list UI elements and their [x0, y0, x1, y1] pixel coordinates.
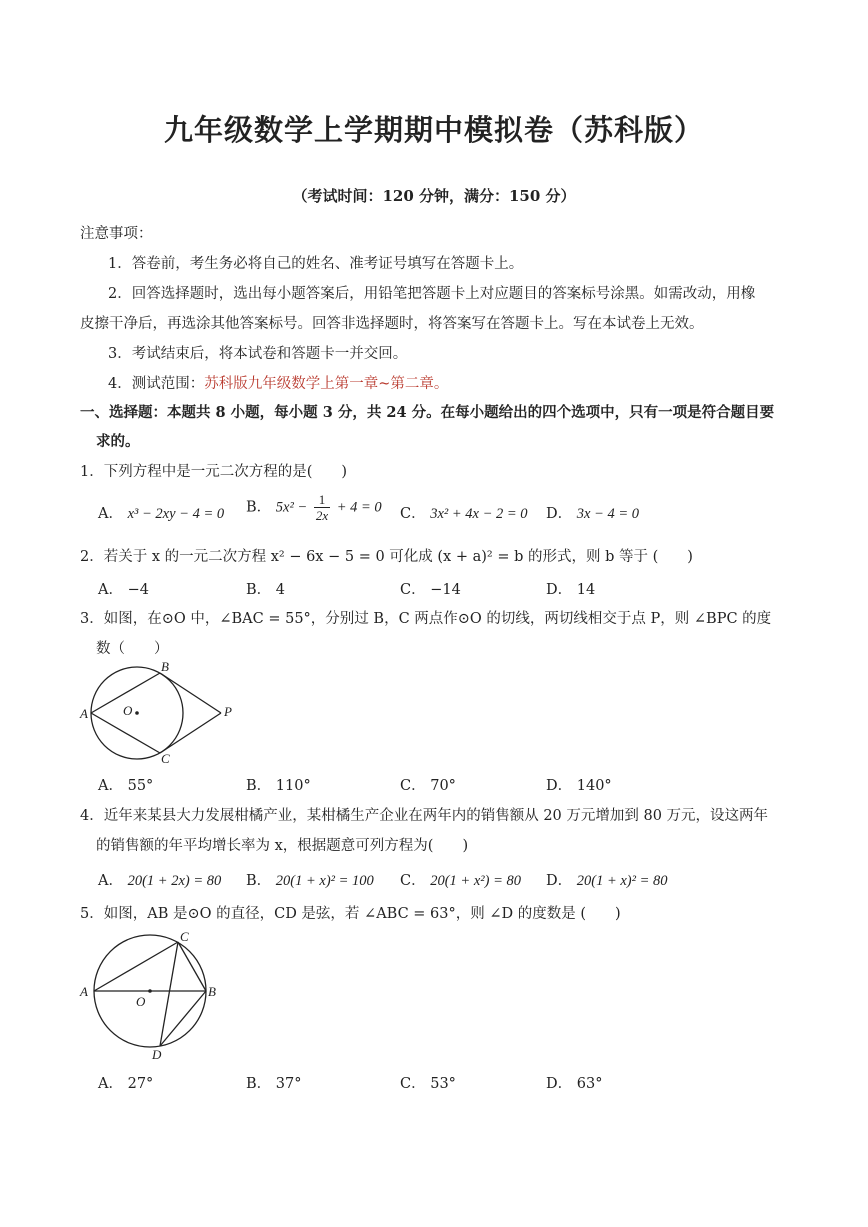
note-2-line2: 皮擦干净后，再选涂其他答案标号。回答非选择题时，将答案写在答题卡上。写在本试卷上无效。 — [80, 316, 704, 332]
section-heading-line2: 求的。 — [96, 433, 140, 450]
option-text-post: + 4 = 0 — [336, 499, 382, 516]
question-4-stem-line1: 4．近年来某县大力发展柑橘产业，某柑橘生产企业在两年内的销售额从 20 万元增加到 80 万元，设这两年 — [80, 808, 769, 824]
option-text-pre: 5x² − — [275, 499, 308, 516]
q5-option-b — [246, 1072, 301, 1093]
option-label: A． — [98, 1076, 123, 1092]
center-point — [135, 711, 139, 715]
note-3: 3．考试结束后，将本试卷和答题卡一并交回。 — [108, 346, 408, 362]
option-text: 14 — [576, 582, 596, 598]
q2-option-d — [546, 578, 595, 599]
page-title: 九年级数学上学期期中模拟卷（苏科版） — [163, 113, 704, 147]
question-1-stem: 1．下列方程中是一元二次方程的是( ) — [80, 464, 348, 480]
option-label: C． — [400, 506, 426, 522]
fraction — [314, 492, 330, 523]
q2-option-b — [246, 578, 285, 599]
q4-option-a — [98, 869, 221, 890]
option-text: 20(1 + x)² = 100 — [275, 873, 374, 889]
label-o: O — [136, 994, 146, 1009]
q3-option-a — [98, 774, 153, 795]
tangent-bp — [160, 673, 221, 713]
fraction-numerator: 1 — [314, 492, 330, 508]
q4-option-d — [546, 869, 668, 890]
q1-option-b — [246, 492, 382, 523]
option-text: 4 — [275, 582, 285, 598]
option-label: C． — [400, 582, 426, 598]
q5-option-d — [546, 1072, 602, 1093]
q3-figure — [76, 660, 246, 766]
note-1: 1．答卷前，考生务必将自己的姓名、准考证号填写在答题卡上。 — [108, 256, 524, 272]
label-b: B — [161, 660, 169, 674]
option-label: C． — [400, 778, 426, 794]
question-2-stem: 2．若关于 x 的一元二次方程 x² − 6x − 5 = 0 可化成 (x + a)² = b 的形式，则 b 等于 ( ) — [80, 549, 693, 565]
option-label: D． — [546, 1076, 573, 1092]
q1-option-a — [98, 502, 224, 523]
label-c: C — [180, 929, 189, 944]
center-point — [148, 989, 152, 993]
question-3-stem-line1: 3．如图，在⊙O 中，∠BAC = 55°，分别过 B，C 两点作⊙O 的切线，两切线相交于点 P，则 ∠BPC 的度 — [80, 611, 772, 627]
option-text: 20(1 + x)² = 80 — [576, 873, 668, 889]
label-p: P — [224, 704, 232, 719]
q2-option-a — [98, 578, 149, 599]
note-4-prefix: 4．测试范围： — [108, 376, 205, 392]
label-c: C — [161, 751, 170, 766]
q3-option-c — [400, 774, 456, 795]
fraction-denominator: 2x — [315, 508, 329, 523]
option-text: 37° — [275, 1076, 302, 1092]
q1-option-c — [400, 502, 528, 523]
option-label: C． — [400, 873, 426, 889]
option-label: D． — [546, 506, 573, 522]
chord-cd — [160, 942, 178, 1046]
label-a: A — [80, 984, 88, 999]
option-label: D． — [546, 873, 573, 889]
q5-figure — [74, 928, 234, 1062]
option-text: 3x − 4 = 0 — [576, 506, 640, 522]
tangent-cp — [160, 713, 221, 753]
q1-option-d — [546, 502, 639, 523]
option-text: 55° — [127, 778, 154, 794]
notes-heading: 注意事项： — [80, 226, 153, 242]
q4-option-c — [400, 869, 521, 890]
option-text: 70° — [430, 778, 456, 794]
chord-ac — [94, 942, 178, 991]
option-label: D． — [546, 778, 573, 794]
question-5-stem: 5．如图，AB 是⊙O 的直径，CD 是弦，若 ∠ABC = 63°，则 ∠D 的度数是 ( ) — [80, 906, 621, 922]
option-label: B． — [246, 873, 272, 889]
note-4 — [108, 372, 448, 393]
option-text: 110° — [275, 778, 311, 794]
option-text: 20(1 + 2x) = 80 — [127, 873, 222, 889]
section-heading-line1: 一、选择题：本题共 8 小题，每小题 3 分，共 24 分。在每小题给出的四个选项中，只有一项是符合题目要 — [80, 404, 775, 421]
option-label: B． — [246, 1076, 272, 1092]
question-3-stem-line2: 数（ ） — [96, 641, 169, 657]
q3-option-d — [546, 774, 612, 795]
option-label: B． — [246, 778, 272, 794]
q5-option-a — [98, 1072, 153, 1093]
option-label: B． — [246, 499, 272, 516]
chord-bc — [178, 942, 206, 991]
option-text: −14 — [430, 582, 461, 598]
option-text: 27° — [127, 1076, 154, 1092]
option-label: C． — [400, 1076, 426, 1092]
option-text: 3x² + 4x − 2 = 0 — [430, 506, 528, 522]
test-range: 苏科版九年级数学上第一章~第二章。 — [204, 376, 449, 392]
q4-option-b — [246, 869, 374, 890]
option-text: 53° — [430, 1076, 456, 1092]
option-text: 63° — [576, 1076, 603, 1092]
option-label: A． — [98, 582, 123, 598]
question-4-stem-line2: 的销售额的年平均增长率为 x，根据题意可列方程为( ) — [96, 838, 469, 854]
option-label: A． — [98, 506, 123, 522]
option-label: D． — [546, 582, 573, 598]
q2-option-c — [400, 578, 461, 599]
option-text: 140° — [576, 778, 612, 794]
exam-info: （考试时间：120 分钟，满分：150 分） — [292, 187, 576, 205]
option-text: x³ − 2xy − 4 = 0 — [127, 506, 225, 522]
label-a: A — [80, 706, 88, 721]
option-text: 20(1 + x²) = 80 — [430, 873, 521, 889]
q3-option-b — [246, 774, 311, 795]
option-label: A． — [98, 873, 123, 889]
chord-ac — [91, 713, 160, 753]
label-o: O — [123, 703, 133, 718]
label-d: D — [152, 1047, 162, 1062]
note-2-line1: 2．回答选择题时，选出每小题答案后，用铅笔把答题卡上对应题目的答案标号涂黑。如需改动，用橡 — [108, 286, 756, 302]
q5-option-c — [400, 1072, 456, 1093]
option-text: −4 — [127, 582, 149, 598]
option-label: B． — [246, 582, 272, 598]
label-b: B — [208, 984, 216, 999]
option-label: A． — [98, 778, 123, 794]
